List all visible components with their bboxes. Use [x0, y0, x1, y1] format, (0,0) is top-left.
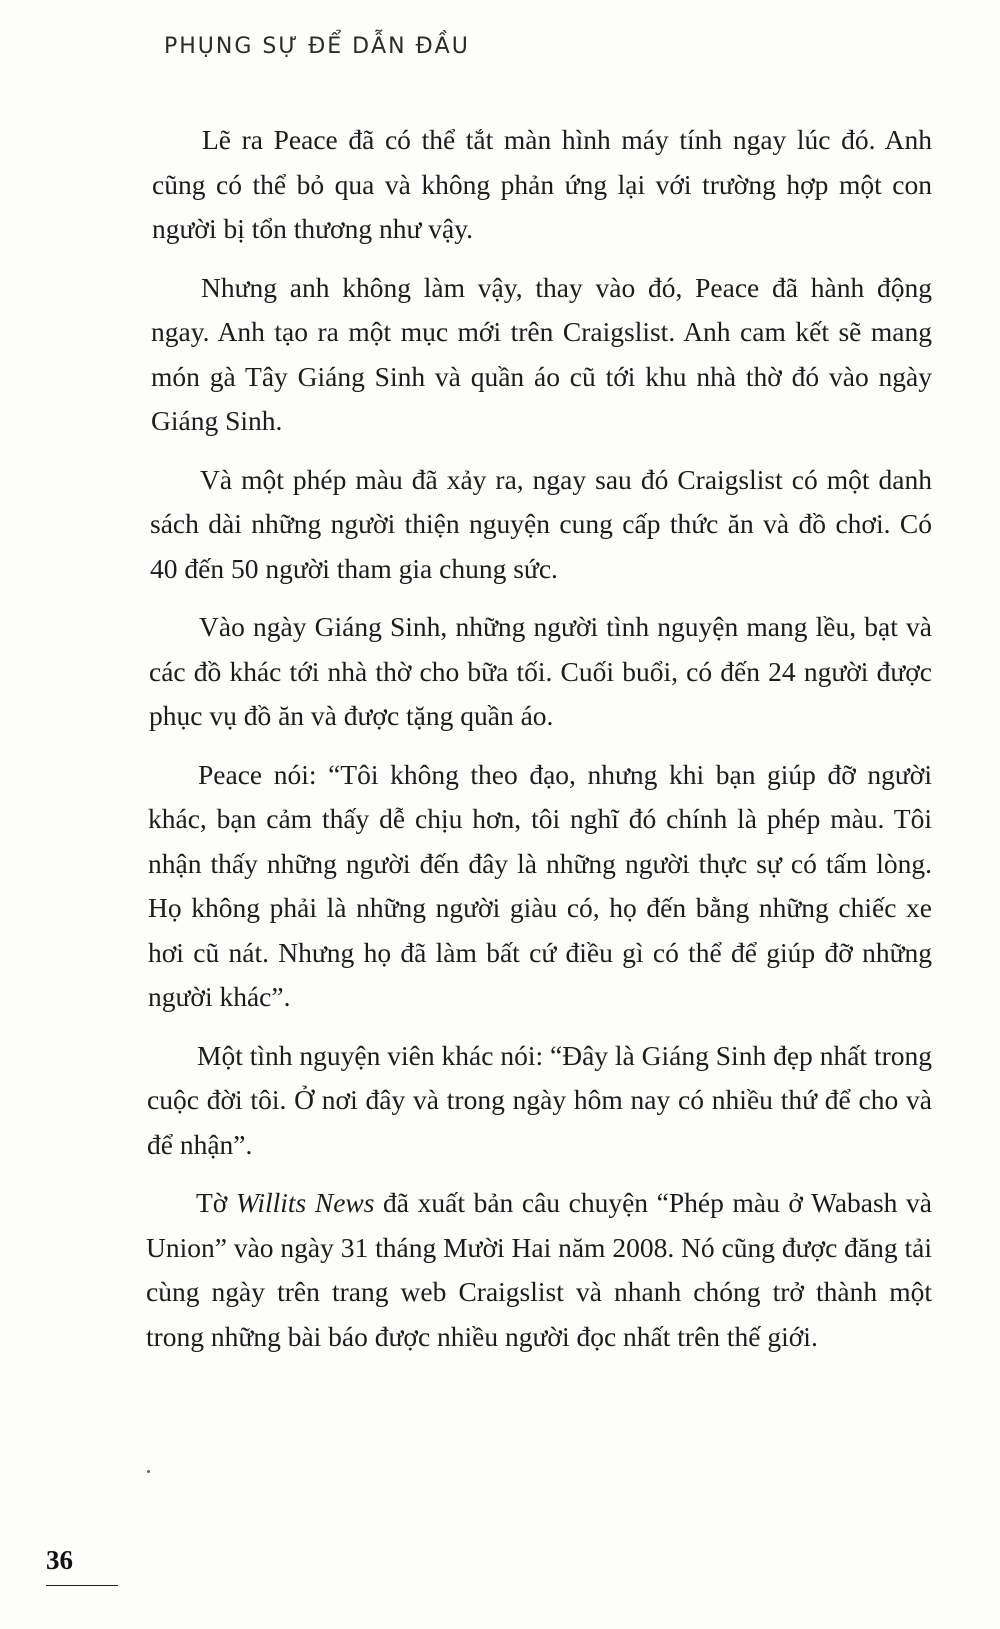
newspaper-title: Willits News [235, 1187, 375, 1218]
print-speck [147, 1470, 150, 1473]
paragraph-3: Và một phép màu đã xảy ra, ngay sau đó Craigslist có một danh sách dài những người thiện nguyện cung cấp thức ăn và đồ chơi. Có 40 đến 50 người tham gia chung sức. [150, 463, 932, 584]
running-title: PHỤNG SỰ ĐỂ DẪN ĐẦU [164, 34, 470, 59]
paragraph-7-rest: đã xuất bản câu chuyện “Phép màu ở Wabash và Union” vào ngày 31 tháng Mười Hai năm 2008. Nó cũng được đăng tải cùng ngày trên trang web Craigslist và nhanh chóng trở thành một trong những bài báo được nhiều người đọc nhất trên thế giới. [146, 1187, 932, 1352]
paragraph-4: Vào ngày Giáng Sinh, những người tình nguyện mang lều, bạt và các đồ khác tới nhà thờ cho bữa tối. Cuối buổi, có đến 24 người được phục vụ đồ ăn và được tặng quần áo. [149, 611, 932, 731]
body-text [146, 118, 932, 1373]
paragraph-1: Lẽ ra Peace đã có thể tắt màn hình máy tính ngay lúc đó. Anh cũng có thể bỏ qua và không phản ứng lại với trường hợp một con người bị tổn thương như vậy. [152, 124, 932, 244]
page-number: 36 [46, 1545, 73, 1575]
page-number-rule [46, 1585, 118, 1586]
paragraph-7 [146, 1181, 932, 1359]
paragraph-2: Nhưng anh không làm vậy, thay vào đó, Peace đã hành động ngay. Anh tạo ra một mục mới trên Craigslist. Anh cam kết sẽ mang món gà Tây Giáng Sinh và quần áo cũ tới khu nhà thờ đó vào ngày Giáng Sinh. [151, 271, 932, 436]
paragraph-6: Một tình nguyện viên khác nói: “Đây là Giáng Sinh đẹp nhất trong cuộc đời tôi. Ở nơi đây và trong ngày hôm nay có nhiều thứ để cho và để nhận”. [147, 1039, 932, 1160]
paragraph-7-lead: Tờ [196, 1187, 236, 1218]
paragraph-5: Peace nói: “Tôi không theo đạo, nhưng khi bạn giúp đỡ người khác, bạn cảm thấy dễ chịu hơn, tôi nghĩ đó chính là phép màu. Tôi nhận thấy những người đến đây là những người thực sự có tấm lòng. Họ không phải là những người giàu có, họ đến bằng những chiếc xe hơi cũ nát. Nhưng họ đã làm bất cứ điều gì có thể để giúp đỡ những người khác”. [148, 758, 932, 1012]
